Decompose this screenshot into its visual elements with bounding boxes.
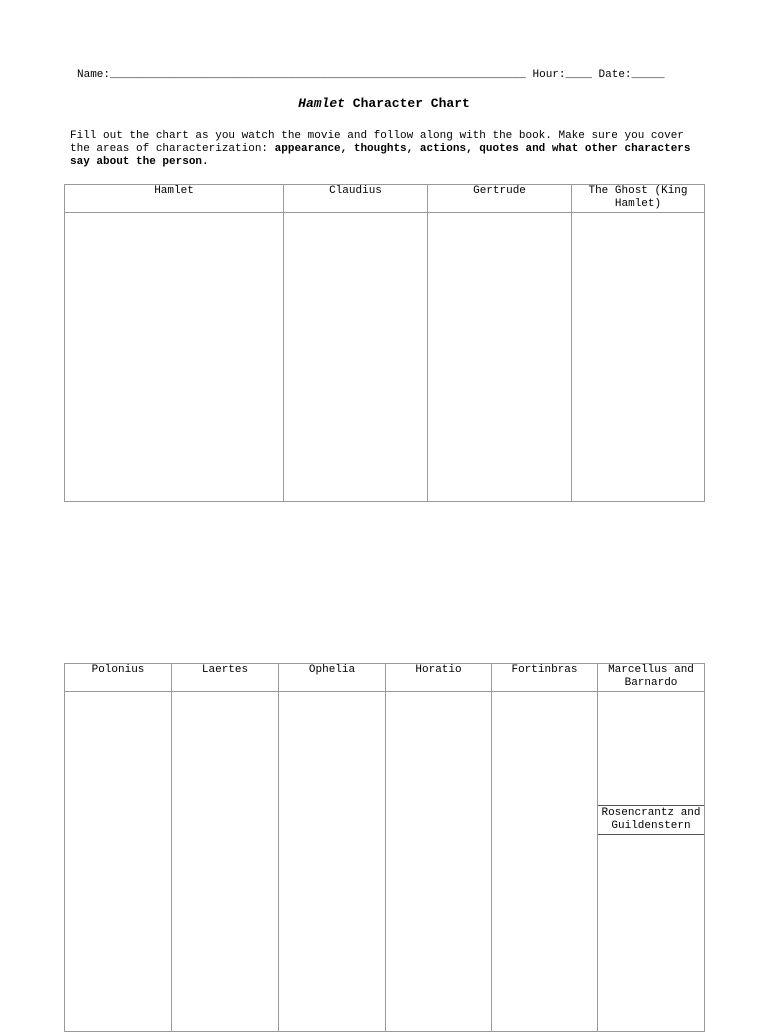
column-header-gertrude: Gertrude	[428, 185, 572, 213]
student-info-line	[77, 69, 665, 81]
notes-cell-claudius[interactable]	[284, 213, 428, 502]
column-header-hamlet: Hamlet	[65, 185, 284, 213]
instructions-emphasis: appearance, thoughts, actions, quotes and what other characters say about the person.	[70, 143, 691, 168]
notes-cell-ophelia[interactable]	[279, 692, 386, 1032]
notes-cell-hamlet[interactable]	[65, 213, 284, 502]
title-rest: Character Chart	[344, 96, 470, 111]
notes-cell-rosencrantz-guildenstern[interactable]	[598, 835, 704, 1015]
character-chart-2	[64, 663, 705, 1032]
column-header-horatio: Horatio	[386, 664, 492, 692]
notes-cell-laertes[interactable]	[172, 692, 279, 1032]
instructions	[70, 130, 710, 169]
column-header-marcellus-barnardo: Marcellus and Barnardo	[598, 664, 705, 692]
character-chart-1	[64, 184, 705, 502]
page-title	[0, 96, 768, 111]
column-header-fortinbras: Fortinbras	[492, 664, 598, 692]
title-play-name: Hamlet	[298, 96, 345, 111]
notes-cell-horatio[interactable]	[386, 692, 492, 1032]
column-header-claudius: Claudius	[284, 185, 428, 213]
subheader-rosencrantz-guildenstern: Rosencrantz and Guildenstern	[598, 806, 704, 835]
column-header-polonius: Polonius	[65, 664, 172, 692]
notes-cell-fortinbras[interactable]	[492, 692, 598, 1032]
split-cell	[598, 692, 705, 1032]
column-header-ophelia: Ophelia	[279, 664, 386, 692]
name-label: Name:	[77, 69, 111, 81]
instructions-text: Fill out the chart as you watch the movie and follow along with the book. Make sure you cover the areas of characterization:	[70, 130, 684, 155]
name-field[interactable]: _______________________________________________________________	[110, 69, 526, 81]
date-label: Date:	[598, 69, 632, 81]
column-header-ghost: The Ghost (King Hamlet)	[572, 185, 705, 213]
hour-field[interactable]: ____	[565, 69, 592, 81]
notes-cell-polonius[interactable]	[65, 692, 172, 1032]
notes-cell-gertrude[interactable]	[428, 213, 572, 502]
date-field[interactable]: _____	[631, 69, 665, 81]
notes-cell-ghost[interactable]	[572, 213, 705, 502]
column-header-laertes: Laertes	[172, 664, 279, 692]
hour-label: Hour:	[532, 69, 566, 81]
notes-cell-marcellus-barnardo[interactable]	[598, 692, 704, 806]
